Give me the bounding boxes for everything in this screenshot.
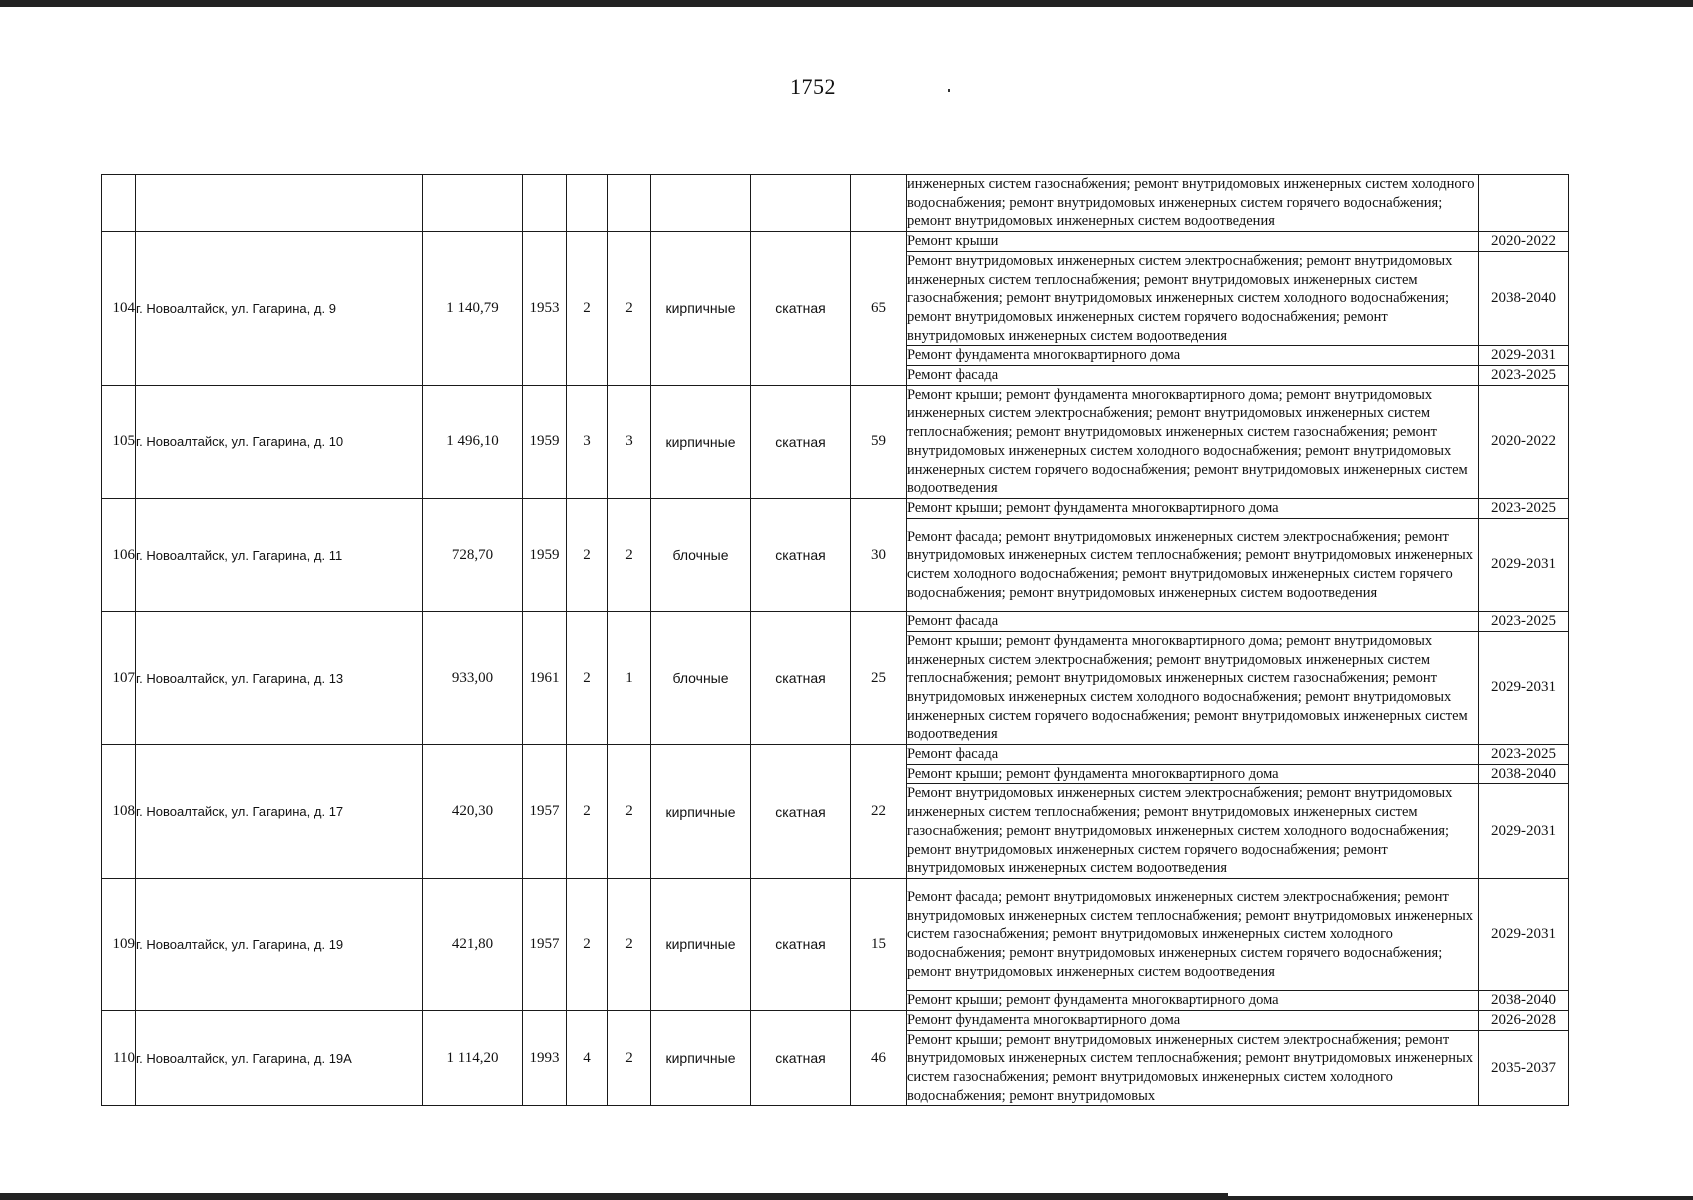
work-description: Ремонт фасада xyxy=(907,366,1479,386)
work-period: 2029-2031 xyxy=(1479,346,1569,366)
scan-top-edge xyxy=(0,0,1693,7)
work-period: 2038-2040 xyxy=(1479,251,1569,346)
work-period: 2023-2025 xyxy=(1479,612,1569,632)
work-period: 2023-2025 xyxy=(1479,745,1569,765)
floors-cell: 2 xyxy=(567,612,608,745)
table-row xyxy=(102,175,1569,232)
work-period: 2029-2031 xyxy=(1479,631,1569,744)
scan-speck xyxy=(948,89,950,92)
work-description: Ремонт крыши; ремонт фундамента многоквартирного дома xyxy=(907,991,1479,1011)
floors-cell xyxy=(567,175,608,232)
work-period xyxy=(1479,175,1569,232)
entrances-cell: 1 xyxy=(608,612,651,745)
row-number: 109 xyxy=(102,879,136,1011)
floors-cell: 2 xyxy=(567,232,608,386)
table-body xyxy=(102,175,1569,1106)
work-period: 2029-2031 xyxy=(1479,784,1569,879)
year-cell xyxy=(523,175,567,232)
table-row xyxy=(102,612,1569,632)
roof-cell xyxy=(751,175,851,232)
work-period: 2023-2025 xyxy=(1479,366,1569,386)
apartments-cell: 46 xyxy=(851,1010,907,1106)
walls-cell xyxy=(651,175,751,232)
entrances-cell: 2 xyxy=(608,232,651,386)
table-row xyxy=(102,498,1569,518)
address-cell: г. Новоалтайск, ул. Гагарина, д. 13 xyxy=(136,612,423,745)
scan-bottom-edge xyxy=(0,1193,1693,1200)
walls-cell: кирпичные xyxy=(651,385,751,498)
entrances-cell xyxy=(608,175,651,232)
year-cell: 1993 xyxy=(523,1010,567,1106)
area-cell xyxy=(423,175,523,232)
entrances-cell: 2 xyxy=(608,745,651,879)
area-cell: 421,80 xyxy=(423,879,523,1011)
table-row xyxy=(102,385,1569,498)
floors-cell: 2 xyxy=(567,879,608,1011)
year-cell: 1959 xyxy=(523,498,567,611)
apartments-cell: 15 xyxy=(851,879,907,1011)
roof-cell: скатная xyxy=(751,1010,851,1106)
work-period: 2020-2022 xyxy=(1479,232,1569,252)
work-description: Ремонт крыши; ремонт внутридомовых инженерных систем электроснабжения; ремонт внутридомовых инженерных систем теплоснабжения; ремонт внутридомовых инженерных систем газоснабжения; ремонт внутридомовых инженерных систем холодного водоснабжения; ремонт внутридомовых xyxy=(907,1030,1479,1106)
work-period: 2038-2040 xyxy=(1479,764,1569,784)
table-row xyxy=(102,879,1569,991)
work-period: 2029-2031 xyxy=(1479,518,1569,612)
work-description: Ремонт крыши; ремонт фундамента многоквартирного дома; ремонт внутридомовых инженерных систем электроснабжения; ремонт внутридомовых инженерных систем теплоснабжения; ремонт внутридомовых инженерных систем газоснабжения; ремонт внутридомовых инженерных систем холодного водоснабжения; ремонт внутридомовых инженерных систем горячего водоснабжения; ремонт внутридомовых инженерных систем водоотведения xyxy=(907,385,1479,498)
row-number: 107 xyxy=(102,612,136,745)
year-cell: 1957 xyxy=(523,879,567,1011)
address-cell: г. Новоалтайск, ул. Гагарина, д. 19 xyxy=(136,879,423,1011)
work-description: Ремонт фасада xyxy=(907,612,1479,632)
floors-cell: 2 xyxy=(567,498,608,611)
area-cell: 1 496,10 xyxy=(423,385,523,498)
work-period: 2029-2031 xyxy=(1479,879,1569,991)
address-cell: г. Новоалтайск, ул. Гагарина, д. 10 xyxy=(136,385,423,498)
roof-cell: скатная xyxy=(751,879,851,1011)
area-cell: 1 114,20 xyxy=(423,1010,523,1106)
page-number: 1752 xyxy=(790,74,836,99)
address-cell: г. Новоалтайск, ул. Гагарина, д. 19А xyxy=(136,1010,423,1106)
apartments-cell: 25 xyxy=(851,612,907,745)
year-cell: 1957 xyxy=(523,745,567,879)
roof-cell: скатная xyxy=(751,612,851,745)
table-row xyxy=(102,232,1569,252)
row-number: 104 xyxy=(102,232,136,386)
row-number: 110 xyxy=(102,1010,136,1106)
work-description: Ремонт фасада; ремонт внутридомовых инженерных систем электроснабжения; ремонт внутридомовых инженерных систем теплоснабжения; ремонт внутридомовых инженерных систем холодного водоснабжения; ремонт внутридомовых инженерных систем горячего водоснабжения; ремонт внутридомовых инженерных систем водоотведения xyxy=(907,518,1479,612)
housing-repair-table xyxy=(101,174,1569,1106)
work-description: Ремонт фундамента многоквартирного дома xyxy=(907,1010,1479,1030)
year-cell: 1961 xyxy=(523,612,567,745)
roof-cell: скатная xyxy=(751,498,851,611)
work-period: 2026-2028 xyxy=(1479,1010,1569,1030)
work-period: 2023-2025 xyxy=(1479,498,1569,518)
table-row xyxy=(102,1010,1569,1030)
work-description: Ремонт фундамента многоквартирного дома xyxy=(907,346,1479,366)
work-description: Ремонт крыши; ремонт фундамента многоквартирного дома; ремонт внутридомовых инженерных систем электроснабжения; ремонт внутридомовых инженерных систем теплоснабжения; ремонт внутридомовых инженерных систем газоснабжения; ремонт внутридомовых инженерных систем холодного водоснабжения; ремонт внутридомовых инженерных систем горячего водоснабжения; ремонт внутридомовых инженерных систем водоотведения xyxy=(907,631,1479,744)
walls-cell: блочные xyxy=(651,498,751,611)
floors-cell: 3 xyxy=(567,385,608,498)
apartments-cell: 22 xyxy=(851,745,907,879)
work-description: Ремонт внутридомовых инженерных систем электроснабжения; ремонт внутридомовых инженерных систем теплоснабжения; ремонт внутридомовых инженерных систем газоснабжения; ремонт внутридомовых инженерных систем холодного водоснабжения; ремонт внутридомовых инженерных систем горячего водоснабжения; ремонт внутридомовых инженерных систем водоотведения xyxy=(907,784,1479,879)
address-cell xyxy=(136,175,423,232)
roof-cell: скатная xyxy=(751,385,851,498)
area-cell: 728,70 xyxy=(423,498,523,611)
table-row xyxy=(102,745,1569,765)
address-cell: г. Новоалтайск, ул. Гагарина, д. 11 xyxy=(136,498,423,611)
floors-cell: 4 xyxy=(567,1010,608,1106)
walls-cell: блочные xyxy=(651,612,751,745)
address-cell: г. Новоалтайск, ул. Гагарина, д. 17 xyxy=(136,745,423,879)
entrances-cell: 2 xyxy=(608,1010,651,1106)
roof-cell: скатная xyxy=(751,745,851,879)
row-number: 106 xyxy=(102,498,136,611)
work-period: 2020-2022 xyxy=(1479,385,1569,498)
work-description: инженерных систем газоснабжения; ремонт внутридомовых инженерных систем холодного водоснабжения; ремонт внутридомовых инженерных систем горячего водоснабжения; ремонт внутридомовых инженерных систем водоотведения xyxy=(907,175,1479,232)
area-cell: 1 140,79 xyxy=(423,232,523,386)
floors-cell: 2 xyxy=(567,745,608,879)
address-cell: г. Новоалтайск, ул. Гагарина, д. 9 xyxy=(136,232,423,386)
walls-cell: кирпичные xyxy=(651,232,751,386)
work-description: Ремонт крыши; ремонт фундамента многоквартирного дома xyxy=(907,498,1479,518)
work-description: Ремонт внутридомовых инженерных систем электроснабжения; ремонт внутридомовых инженерных систем теплоснабжения; ремонт внутридомовых инженерных систем газоснабжения; ремонт внутридомовых инженерных систем холодного водоснабжения; ремонт внутридомовых инженерных систем горячего водоснабжения; ремонт внутридомовых инженерных систем водоотведения xyxy=(907,251,1479,346)
roof-cell: скатная xyxy=(751,232,851,386)
year-cell: 1959 xyxy=(523,385,567,498)
work-description: Ремонт фасада; ремонт внутридомовых инженерных систем электроснабжения; ремонт внутридомовых инженерных систем теплоснабжения; ремонт внутридомовых инженерных систем газоснабжения; ремонт внутридомовых инженерных систем холодного водоснабжения; ремонт внутридомовых инженерных систем горячего водоснабжения; ремонт внутридомовых инженерных систем водоотведения xyxy=(907,879,1479,991)
year-cell: 1953 xyxy=(523,232,567,386)
apartments-cell: 59 xyxy=(851,385,907,498)
walls-cell: кирпичные xyxy=(651,879,751,1011)
work-description: Ремонт крыши xyxy=(907,232,1479,252)
work-description: Ремонт крыши; ремонт фундамента многоквартирного дома xyxy=(907,764,1479,784)
work-description: Ремонт фасада xyxy=(907,745,1479,765)
area-cell: 420,30 xyxy=(423,745,523,879)
walls-cell: кирпичные xyxy=(651,745,751,879)
walls-cell: кирпичные xyxy=(651,1010,751,1106)
row-number: 108 xyxy=(102,745,136,879)
work-period: 2035-2037 xyxy=(1479,1030,1569,1106)
entrances-cell: 2 xyxy=(608,498,651,611)
entrances-cell: 3 xyxy=(608,385,651,498)
row-number: 105 xyxy=(102,385,136,498)
work-period: 2038-2040 xyxy=(1479,991,1569,1011)
entrances-cell: 2 xyxy=(608,879,651,1011)
apartments-cell: 65 xyxy=(851,232,907,386)
area-cell: 933,00 xyxy=(423,612,523,745)
apartments-cell: 30 xyxy=(851,498,907,611)
row-number xyxy=(102,175,136,232)
apartments-cell xyxy=(851,175,907,232)
